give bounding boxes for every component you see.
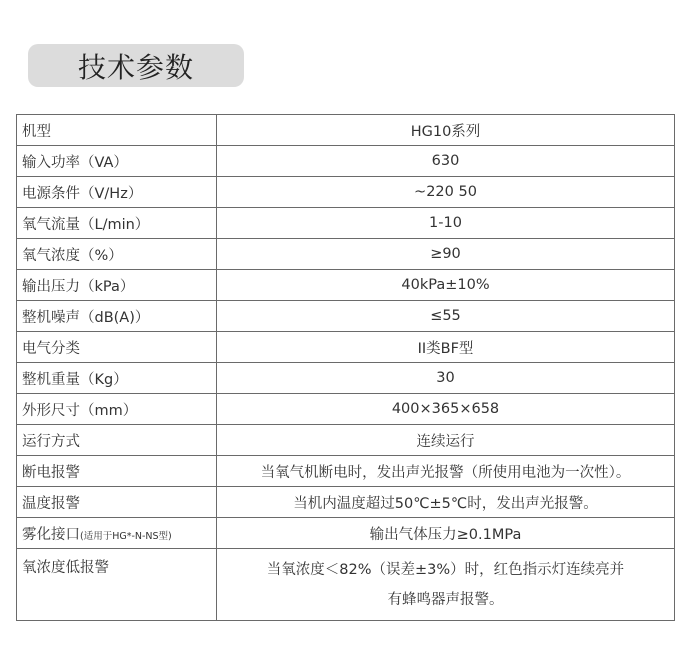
table-row (17, 549, 675, 621)
param-value: II类BF型 (217, 332, 675, 363)
param-value: 30 (217, 363, 675, 394)
param-label: 机型 (17, 115, 217, 146)
table-row (17, 208, 675, 239)
param-label: 整机噪声（dB(A)） (17, 301, 217, 332)
param-value-line: 有蜂鸣器声报警。 (387, 591, 504, 608)
param-label: 外形尺寸（mm） (17, 394, 217, 425)
param-label: 电源条件（V/Hz） (17, 177, 217, 208)
param-value: HG10系列 (217, 115, 675, 146)
param-value: ~220 50 (217, 177, 675, 208)
param-label: 整机重量（Kg） (17, 363, 217, 394)
spec-table (16, 114, 675, 621)
param-value: 1-10 (217, 208, 675, 239)
param-value: 输出气体压力≥0.1MPa (217, 518, 675, 549)
section-title: 技术参数 (77, 50, 194, 84)
param-value: 连续运行 (217, 425, 675, 456)
param-value: 400×365×658 (217, 394, 675, 425)
param-label: 电气分类 (17, 332, 217, 363)
param-value: 当氧气机断电时，发出声光报警（所使用电池为一次性）。 (217, 456, 675, 487)
param-label: 雾化接口 (22, 526, 80, 543)
param-value: 40kPa±10% (217, 270, 675, 301)
param-label: 氧浓度低报警 (17, 549, 217, 621)
table-row (17, 115, 675, 146)
table-row (17, 456, 675, 487)
param-label-note: (适用于HG*-N-NS型) (80, 530, 172, 542)
param-label: 输出压力（kPa） (17, 270, 217, 301)
table-row (17, 301, 675, 332)
param-value: ≥90 (217, 239, 675, 270)
table-row (17, 146, 675, 177)
table-row (17, 332, 675, 363)
table-row (17, 425, 675, 456)
table-row (17, 239, 675, 270)
table-row (17, 270, 675, 301)
param-label-cell (17, 518, 217, 549)
param-label: 输入功率（VA） (17, 146, 217, 177)
param-label: 氧气流量（L/min） (17, 208, 217, 239)
param-label: 温度报警 (17, 487, 217, 518)
table-row (17, 394, 675, 425)
table-row (17, 363, 675, 394)
table-row (17, 518, 675, 549)
param-label: 氧气浓度（%） (17, 239, 217, 270)
param-value: 当机内温度超过50℃±5℃时，发出声光报警。 (217, 487, 675, 518)
param-label: 断电报警 (17, 456, 217, 487)
param-value: 630 (217, 146, 675, 177)
table-row (17, 487, 675, 518)
param-value: ≤55 (217, 301, 675, 332)
section-title-box (28, 44, 244, 87)
param-value-line: 当氧浓度＜82%（误差±3%）时，红色指示灯连续亮并 (266, 561, 625, 578)
param-value-cell (217, 549, 675, 621)
param-label: 运行方式 (17, 425, 217, 456)
table-row (17, 177, 675, 208)
